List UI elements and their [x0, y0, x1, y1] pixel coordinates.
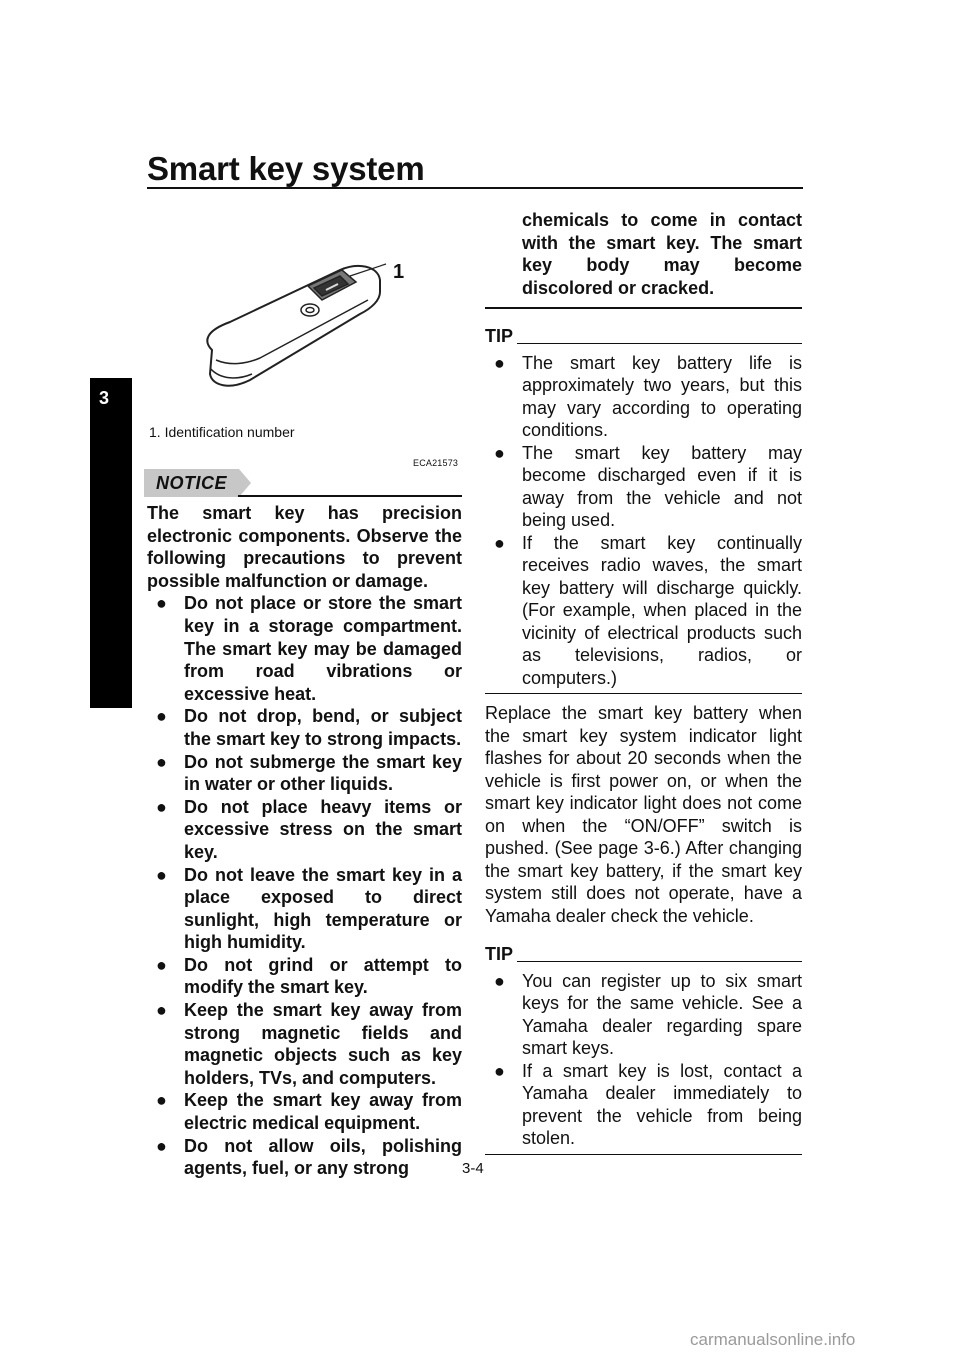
notice-rule: [238, 495, 462, 497]
list-item-text: Keep the smart key away from strong magnetic fields and magnetic objects such as key holders, TVs, and computers.: [184, 1000, 462, 1088]
bullet-icon: ●: [494, 1060, 505, 1081]
bullet-icon: ●: [156, 954, 167, 975]
bullet-icon: ●: [494, 352, 505, 373]
tip-list: [485, 352, 802, 690]
tip-header: [485, 943, 802, 966]
bullet-icon: ●: [156, 1135, 167, 1156]
list-item-text: Do not drop, bend, or subject the smart key to strong impacts.: [184, 706, 462, 749]
list-item: [147, 796, 462, 864]
notice-badge: [144, 469, 239, 497]
list-item: [485, 532, 802, 690]
body-paragraph: Replace the smart key battery when the smart key system indicator light flashes for about 20 seconds when the vehicle is first power on, or when the smart key indicator light does not come on when the “ON/OFF” switch is pushed. (See page 3-6.) After changing the smart key battery, if the smart key system still does not operate, have a Yamaha dealer check the vehicle.: [485, 703, 802, 926]
list-item: [485, 970, 802, 1060]
bullet-icon: ●: [494, 532, 505, 553]
list-item: [147, 1089, 462, 1134]
list-item-text: Do not leave the smart key in a place exposed to direct sunlight, high temperature or high humidity.: [184, 864, 462, 953]
bullet-icon: ●: [156, 1000, 167, 1021]
list-item: [147, 999, 462, 1089]
page-title: Smart key system: [147, 150, 425, 187]
figure-caption: 1. Identification number: [149, 424, 295, 440]
figure-callout: 1: [393, 261, 405, 283]
notice-body: [147, 502, 462, 1180]
list-item: [147, 1135, 462, 1180]
list-item-text: If the smart key continually receives radio waves, the smart key battery will discharge quickly. (For example, when placed in the vicinity of electrical products such as televisions, radios, or computers.): [522, 532, 802, 688]
list-item-text: The smart key battery may become discharged even if it is away from the vehicle and not being used.: [522, 442, 802, 530]
list-item-text: If a smart key is lost, contact a Yamaha dealer immediately to prevent the vehicle from being stolen.: [522, 1060, 802, 1148]
notice-intro: The smart key has precision electronic components. Observe the following precautions to prevent possible malfunction or damage.: [147, 503, 462, 591]
list-item-text: Do not allow oils, polishing agents, fuel, or any strong: [184, 1135, 462, 1179]
page-number: 3-4: [462, 1160, 484, 1177]
watermark: carmanualsonline.info: [690, 1330, 856, 1349]
list-item-text: Do not submerge the smart key in water or other liquids.: [184, 751, 462, 795]
smart-key-illustration: [190, 240, 420, 400]
bullet-icon: ●: [156, 751, 167, 772]
list-item-text: The smart key battery life is approximately two years, but this may vary according to operating conditions.: [522, 352, 802, 440]
list-item: [147, 864, 462, 954]
list-item: [485, 1060, 802, 1150]
bullet-icon: ●: [494, 970, 505, 991]
tip-end-rule: [485, 693, 802, 694]
tip-label: TIP: [485, 326, 514, 346]
tip-header: [485, 325, 802, 348]
tip-label: TIP: [485, 944, 514, 964]
notice-label: NOTICE: [156, 473, 228, 493]
bullet-icon: ●: [156, 864, 167, 885]
notice-badge-notch: [239, 469, 251, 497]
list-item: [147, 751, 462, 796]
list-item-text: Do not place heavy items or excessive stress on the smart key.: [184, 796, 462, 862]
bullet-icon: ●: [156, 593, 167, 614]
bullet-icon: ●: [156, 1090, 167, 1111]
list-item: [485, 352, 802, 442]
title-rule: [147, 187, 803, 189]
list-item: [485, 442, 802, 532]
list-item-text: Keep the smart key away from electric medical equipment.: [184, 1090, 462, 1134]
tip-rule: [517, 343, 802, 344]
notice-end-rule: [485, 307, 802, 309]
bullet-icon: ●: [156, 706, 167, 727]
right-column: [485, 209, 802, 1155]
notice-item-continued: chemicals to come in contact with the smart key. The smart key body may become discolored or cracked.: [522, 210, 802, 298]
tip-rule: [517, 961, 802, 962]
list-item: [147, 705, 462, 750]
list-item: [147, 592, 462, 705]
list-item: [147, 954, 462, 999]
tip-end-rule: [485, 1154, 802, 1155]
chapter-tab-number: 3: [98, 388, 109, 408]
tip-list: [485, 970, 802, 1150]
list-item-text: Do not grind or attempt to modify the smart key.: [184, 954, 462, 998]
chapter-tab: [90, 378, 132, 708]
reference-code: ECA21573: [413, 458, 459, 468]
bullet-icon: ●: [494, 442, 505, 463]
list-item-text: You can register up to six smart keys for the same vehicle. See a Yamaha dealer regarding spare smart keys.: [522, 970, 802, 1058]
bullet-icon: ●: [156, 796, 167, 817]
list-item-text: Do not place or store the smart key in a storage compartment. The smart key may be damaged from road vibrations or excessive heat.: [184, 593, 462, 704]
notice-list: [147, 592, 462, 1179]
